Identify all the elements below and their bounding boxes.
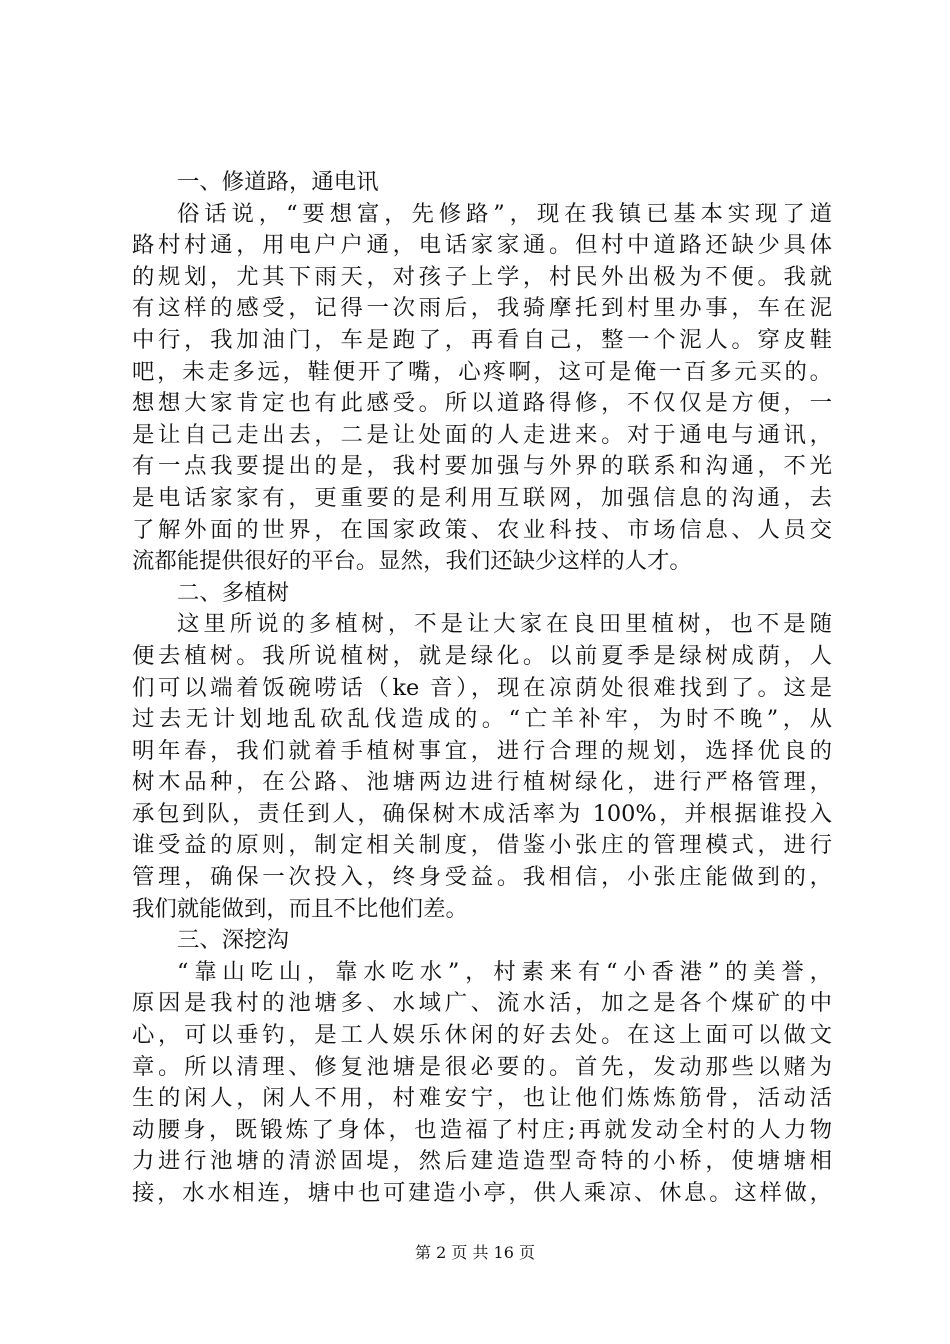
text-line: 的规划，尤其下雨天，对孩子上学，村民外出极为不便。我就: [132, 263, 832, 290]
text-line: 心，可以垂钓，是工人娱乐休闲的好去处。在这上面可以做文: [132, 1022, 832, 1049]
text-line: 三、深挖沟: [177, 927, 289, 954]
page-footer: 第 2 页 共 16 页: [415, 1243, 535, 1262]
text-line: 原因是我村的池塘多、水域广、流水活，加之是各个煤矿的中: [132, 990, 832, 1017]
text-line: 想想大家肯定也有此感受。所以道路得修，不仅仅是方便，一: [132, 390, 832, 417]
text-line: 便去植树。我所说植树，就是绿化。以前夏季是绿树成荫，人: [132, 642, 832, 669]
text-line: 承包到队，责任到人，确保树木成活率为 100%，并根据谁投入: [132, 800, 832, 827]
text-line: 我们就能做到，而且不比他们差。: [132, 895, 468, 922]
text-line: 接，水水相连，塘中也可建造小亭，供人乘凉、休息。这样做，: [132, 1180, 832, 1206]
text-line: 中行，我加油门，车是跑了，再看自己，整一个泥人。穿皮鞋: [132, 326, 832, 353]
text-line: 们可以端着饭碗唠话（ke 音），现在凉荫处很难找到了。这是: [132, 674, 832, 701]
text-line: 动腰身，既锻炼了身体，也造福了村庄;再就发动全村的人力物: [132, 1116, 832, 1143]
text-line: 是让自己走出去，二是让处面的人走进来。对于通电与通讯，: [132, 421, 832, 448]
text-line: 有这样的感受，记得一次雨后，我骑摩托到村里办事，车在泥: [132, 295, 832, 322]
text-line: 树木品种，在公路、池塘两边进行植树绿化，进行严格管理，: [132, 769, 832, 796]
document-body: [132, 167, 832, 1210]
text-line: 管理，确保一次投入，终身受益。我相信，小张庄能做到的，: [132, 864, 832, 891]
text-line: 有一点我要提出的是，我村要加强与外界的联系和沟通，不光: [132, 453, 832, 480]
text-line: 章。所以清理、修复池塘是很必要的。首先，发动那些以赌为: [132, 1053, 832, 1080]
text-line: 二、多植树: [177, 579, 289, 606]
text-line: 力进行池塘的清淤固堤，然后建造造型奇特的小桥，使塘塘相: [132, 1148, 832, 1175]
text-line: 是电话家家有，更重要的是利用互联网，加强信息的沟通，去: [132, 484, 832, 511]
text-line: 生的闲人，闲人不用，村难安宁，也让他们炼炼筋骨，活动活: [132, 1085, 832, 1112]
text-line: 路村村通，用电户户通，电话家家通。但村中道路还缺少具体: [132, 232, 832, 259]
text-line: 吧，未走多远，鞋便开了嘴，心疼啊，这可是俺一百多元买的。: [132, 358, 832, 385]
text-line: 一、修道路，通电讯: [177, 169, 379, 195]
text-line: 流都能提供很好的平台。显然，我们还缺少这样的人才。: [132, 548, 692, 575]
text-line: 过去无计划地乱砍乱伐造成的。“亡羊补牢，为时不晚”，从: [132, 706, 832, 733]
text-line: 俗话说，“要想富，先修路”，现在我镇已基本实现了道: [177, 200, 832, 227]
text-line: 了解外面的世界，在国家政策、农业科技、市场信息、人员交: [132, 516, 832, 543]
text-line: 明年春，我们就着手植树事宜，进行合理的规划，选择优良的: [132, 737, 832, 764]
text-line: 这里所说的多植树，不是让大家在良田里植树，也不是随: [177, 611, 832, 638]
text-line: “靠山吃山，靠水吃水”，村素来有“小香港”的美誉，: [177, 958, 832, 985]
text-line: 谁受益的原则，制定相关制度，借鉴小张庄的管理模式，进行: [132, 832, 832, 859]
